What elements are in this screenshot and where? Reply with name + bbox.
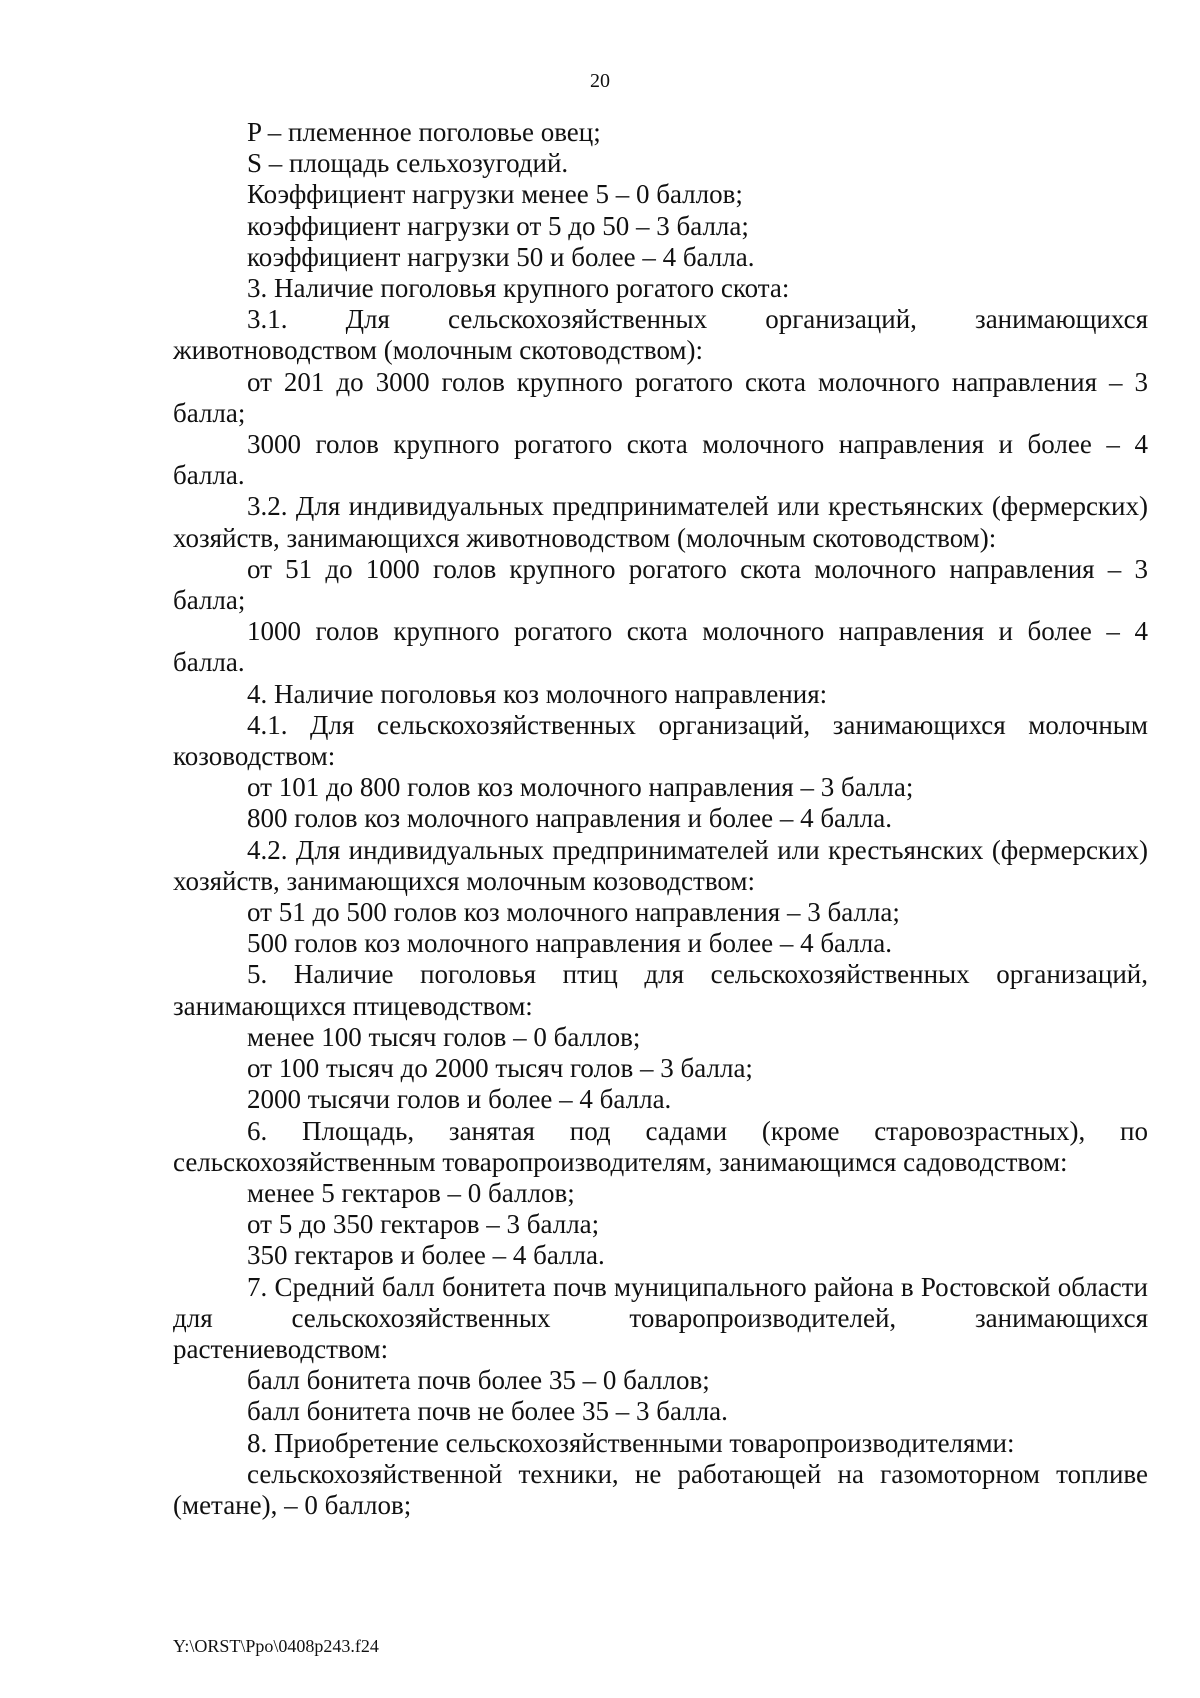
paragraph: от 100 тысяч до 2000 тысяч голов – 3 балла; [247,1053,753,1084]
paragraph: менее 100 тысяч голов – 0 баллов; [247,1021,641,1052]
file-path-footer: Y:\ORST\Ppo\0408p243.f24 [173,1636,379,1656]
paragraph: 1000 голов крупного рогатого скота молочного направления и более – 4 балла. [173,616,1148,678]
paragraph: 2000 тысячи голов и более – 4 балла. [247,1084,672,1115]
section-heading: 8. Приобретение сельскохозяйственными товаропроизводителями: [247,1427,1015,1458]
paragraph: балл бонитета почв более 35 – 0 баллов; [247,1365,710,1396]
paragraph: коэффициент нагрузки 50 и более – 4 балла. [247,241,755,272]
section-heading: 3. Наличие поголовья крупного рогатого скота: [247,273,790,304]
paragraph: балл бонитета почв не более 35 – 3 балла. [247,1396,728,1427]
section-heading: 4. Наличие поголовья коз молочного направления: [247,678,828,709]
paragraph: от 51 до 1000 голов крупного рогатого скота молочного направления – 3 балла; [173,553,1148,616]
paragraph: от 201 до 3000 голов крупного рогатого скота молочного направления – 3 балла; [173,366,1148,428]
paragraph: от 5 до 350 гектаров – 3 балла; [247,1209,600,1240]
paragraph: Коэффициент нагрузки менее 5 – 0 баллов; [247,179,743,210]
paragraph: 500 голов коз молочного направления и более – 4 балла. [247,928,892,959]
paragraph: 800 голов коз молочного направления и более – 4 балла. [247,803,892,834]
section-heading: 7. Средний балл бонитета почв муниципального района в Ростовской области для сельскохозяйственных товаропроизводителей, занимающихся растениеводством: [173,1271,1148,1364]
paragraph: 4.2. Для индивидуальных предпринимателей или крестьянских (фермерских) хозяйств, занимающихся молочным козоводством: [173,834,1148,896]
paragraph: коэффициент нагрузки от 5 до 50 – 3 балла; [247,210,749,241]
paragraph: 350 гектаров и более – 4 балла. [247,1240,605,1271]
paragraph: менее 5 гектаров – 0 баллов; [247,1177,575,1208]
paragraph: 3.1. Для сельскохозяйственных организаций, занимающихся животноводством (молочным скотоводством): [173,304,1148,366]
document-body [173,117,1148,1521]
section-heading: 6. Площадь, занятая под садами (кроме старовозрастных), по сельскохозяйственным товаропроизводителям, занимающимся садоводством: [173,1115,1148,1177]
paragraph: от 51 до 500 голов коз молочного направления – 3 балла; [247,897,900,928]
paragraph: 3.2. Для индивидуальных предпринимателей или крестьянских (фермерских) хозяйств, занимающихся животноводством (молочным скотоводством): [173,491,1148,553]
paragraph: от 101 до 800 голов коз молочного направления – 3 балла; [247,772,914,803]
page-number: 20 [590,70,610,92]
paragraph: 3000 голов крупного рогатого скота молочного направления и более – 4 балла. [173,429,1148,491]
paragraph: 4.1. Для сельскохозяйственных организаций, занимающихся молочным козоводством: [173,709,1148,772]
paragraph: P – племенное поголовье овец; [247,117,601,147]
section-heading: 5. Наличие поголовья птиц для сельскохозяйственных организаций, занимающихся птицеводством: [173,959,1148,1021]
paragraph: S – площадь сельхозугодий. [247,148,569,179]
paragraph: сельскохозяйственной техники, не работающей на газомоторном топливе (метане), – 0 баллов; [173,1458,1148,1520]
